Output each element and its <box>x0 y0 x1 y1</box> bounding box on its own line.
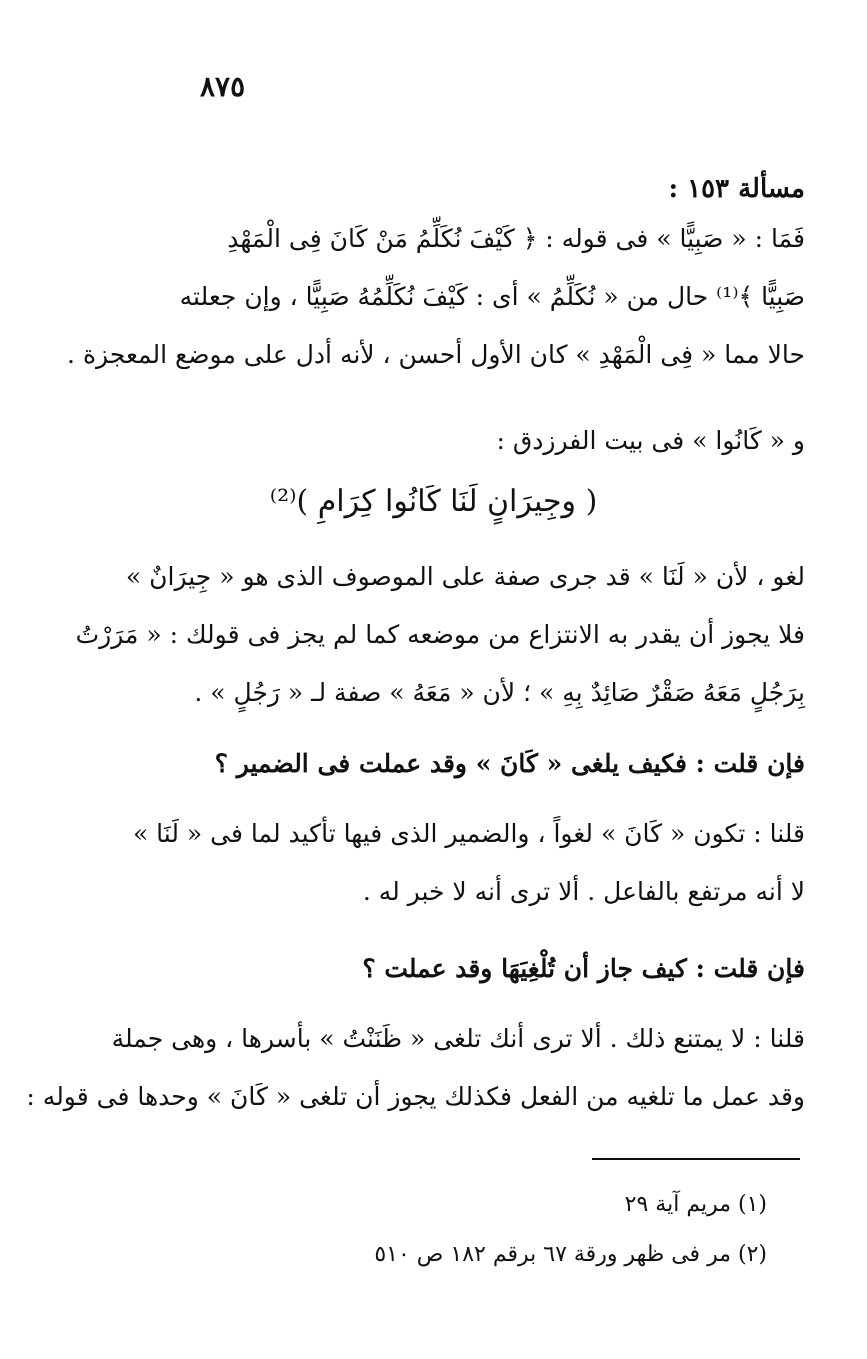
footnote-divider <box>592 1158 800 1160</box>
answer-1 <box>105 805 805 921</box>
question-1: فإن قلت : فكيف يلغى « كَانَ » وقد عملت فى الضمير ؟ <box>214 749 805 778</box>
paragraph-line: فَمَا : « صَبِيًّا » فى قوله : ﴿ كَيْفَ نُكَلِّمُ مَنْ كَانَ فِى الْمَهْدِ <box>227 224 805 253</box>
paragraph-line: قلنا : لا يمتنع ذلك . ألا ترى أنك تلغى « ظَنَنْتُ » بأسرها ، وهى جملة <box>111 1024 805 1053</box>
page-number: ٨٧٥ <box>200 70 246 103</box>
paragraph-line: حالا مما « فِى الْمَهْدِ » كان الأول أحسن ، لأنه أدل على موضع المعجزة . <box>67 340 805 369</box>
footnote-1: (١) مريم آية ٢٩ <box>624 1192 767 1217</box>
paragraph-2 <box>75 548 805 722</box>
paragraph-line: قلنا : تكون « كَانَ » لغواً ، والضمير الذى فيها تأكيد لما فى « لَنَا » <box>132 819 805 848</box>
paragraph-line: فلا يجوز أن يقدر به الانتزاع من موضعه كما لم يجز فى قولك : « مَرَرْتُ <box>75 620 805 649</box>
section-heading: مسألة ١٥٣ : <box>668 174 805 204</box>
paragraph-line: لا أنه مرتفع بالفاعل . ألا ترى أنه لا خبر له . <box>362 877 805 906</box>
verse-intro: و « كَانُوا » فى بيت الفرزدق : <box>496 426 805 455</box>
poetry-verse: ( وجِيرَانٍ لَنَا كَانُوا كِرَامِ )⁽²⁾ <box>269 484 598 519</box>
paragraph-line: لغو ، لأن « لَنَا » قد جرى صفة على الموصوف الذى هو « جِيرَانٌ » <box>125 562 805 591</box>
footnote-2: (٢) مر فى ظهر ورقة ٦٧ برقم ١٨٢ ص ٥١٠ <box>374 1242 767 1267</box>
footnotes <box>374 1180 767 1280</box>
paragraph-1 <box>67 210 805 384</box>
paragraph-line: وقد عمل ما تلغيه من الفعل فكذلك يجوز أن تلغى « كَانَ » وحدها فى قوله : <box>26 1082 805 1111</box>
paragraph-line: بِرَجُلٍ مَعَهُ صَقْرٌ صَائِدٌ بِهِ » ؛ لأن « مَعَهُ » صفة لـ « رَجُلٍ » . <box>194 678 805 707</box>
answer-2 <box>26 1010 805 1126</box>
paragraph-line: صَبِيًّا ﴾⁽¹⁾ حال من « نُكَلِّمُ » أى : كَيْفَ نُكَلِّمُهُ صَبِيًّا ، وإن جعلته <box>179 282 805 311</box>
question-2: فإن قلت : كيف جاز أن تُلْغِيَهَا وقد عملت ؟ <box>362 954 805 983</box>
